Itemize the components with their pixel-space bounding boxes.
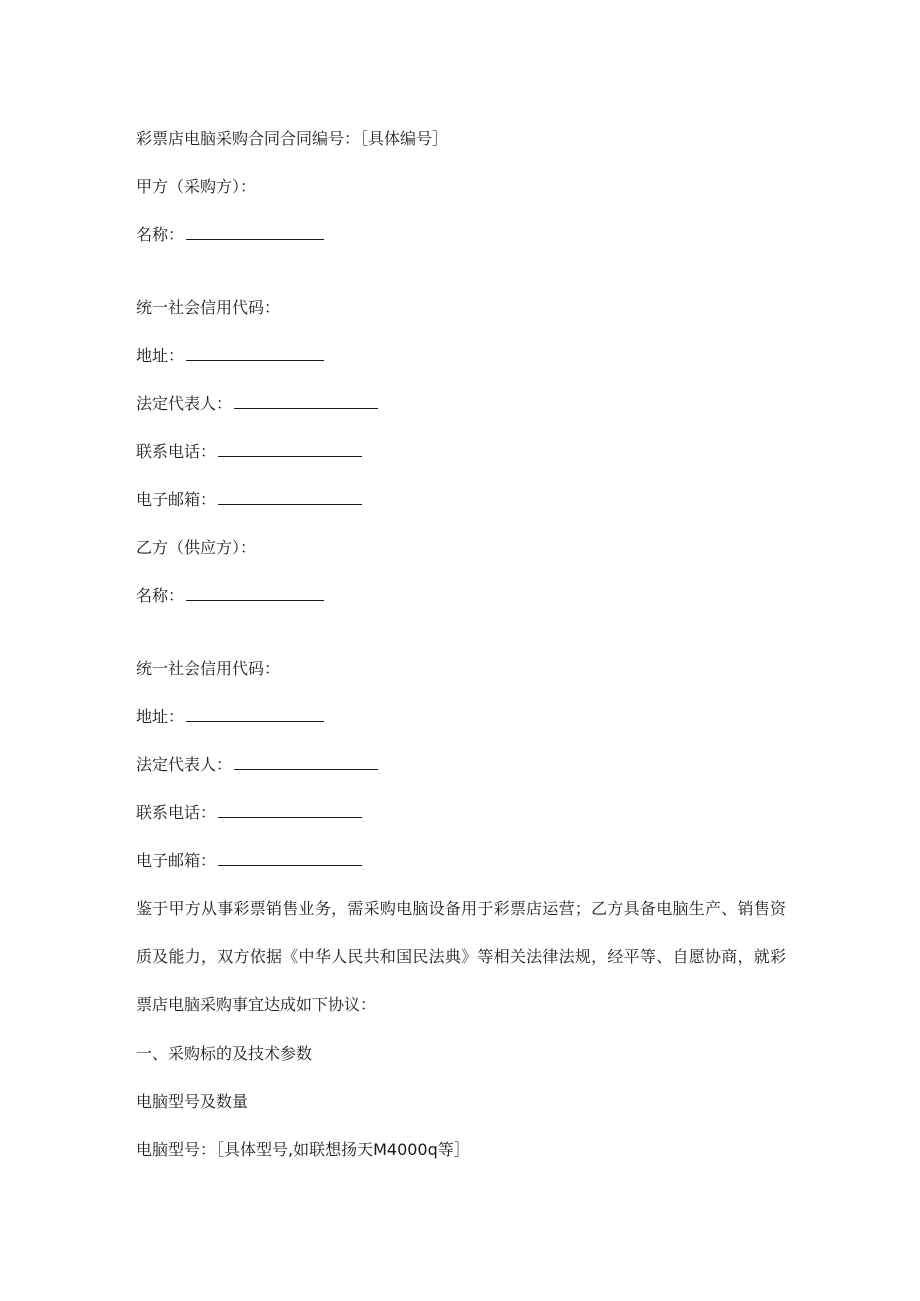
section-1-title: 一、采购标的及技术参数 (136, 1044, 313, 1063)
party-b-address-blank (186, 707, 324, 722)
party-b-name-blank (186, 586, 324, 601)
party-a-phone-label: 联系电话： (136, 442, 217, 461)
party-a-heading: 甲方（采购方）： (136, 177, 257, 196)
party-a-address-line (136, 346, 324, 366)
party-a-phone-line (136, 442, 362, 462)
party-a-credit-code-label: 统一社会信用代码： (136, 298, 281, 317)
party-b-email-line (136, 851, 362, 871)
subsection-title: 电脑型号及数量 (136, 1092, 249, 1111)
party-b-credit-code-label: 统一社会信用代码： (136, 659, 281, 678)
party-b-phone-blank (218, 803, 362, 818)
party-b-address-line (136, 707, 324, 727)
party-b-email-blank (218, 851, 362, 866)
model-line: 电脑型号：［具体型号,如联想扬天M4000q等］ (136, 1140, 470, 1159)
preamble-paragraph: 鉴于甲方从事彩票销售业务，需采购电脑设备用于彩票店运营；乙方具备电脑生产、销售资质及能力，双方依据《中华人民共和国民法典》等相关法律法规，经平等、自愿协商，就彩票店电脑采购事宜达成如下协议： (136, 899, 786, 1014)
party-b-legal-rep-blank (234, 755, 378, 770)
contract-header: 彩票店电脑采购合同合同编号：［具体编号］ (136, 129, 449, 148)
party-a-legal-rep-blank (234, 394, 378, 409)
party-b-phone-label: 联系电话： (136, 803, 217, 822)
party-b-heading: 乙方（供应方）： (136, 538, 257, 557)
party-a-legal-rep-label: 法定代表人： (136, 394, 233, 413)
party-a-email-label: 电子邮箱： (136, 490, 217, 509)
party-a-name-line (136, 225, 324, 245)
party-a-address-label: 地址： (136, 346, 185, 365)
party-a-email-blank (218, 490, 362, 505)
party-a-address-blank (186, 346, 324, 361)
party-b-email-label: 电子邮箱： (136, 851, 217, 870)
party-b-address-label: 地址： (136, 707, 185, 726)
party-b-name-label: 名称： (136, 586, 185, 605)
party-b-phone-line (136, 803, 362, 823)
party-b-name-line (136, 586, 324, 606)
party-a-email-line (136, 490, 362, 510)
party-b-legal-rep-line (136, 755, 378, 775)
party-a-legal-rep-line (136, 394, 378, 414)
party-a-name-label: 名称： (136, 225, 185, 244)
party-b-legal-rep-label: 法定代表人： (136, 755, 233, 774)
party-a-phone-blank (218, 442, 362, 457)
party-a-name-blank (186, 225, 324, 240)
